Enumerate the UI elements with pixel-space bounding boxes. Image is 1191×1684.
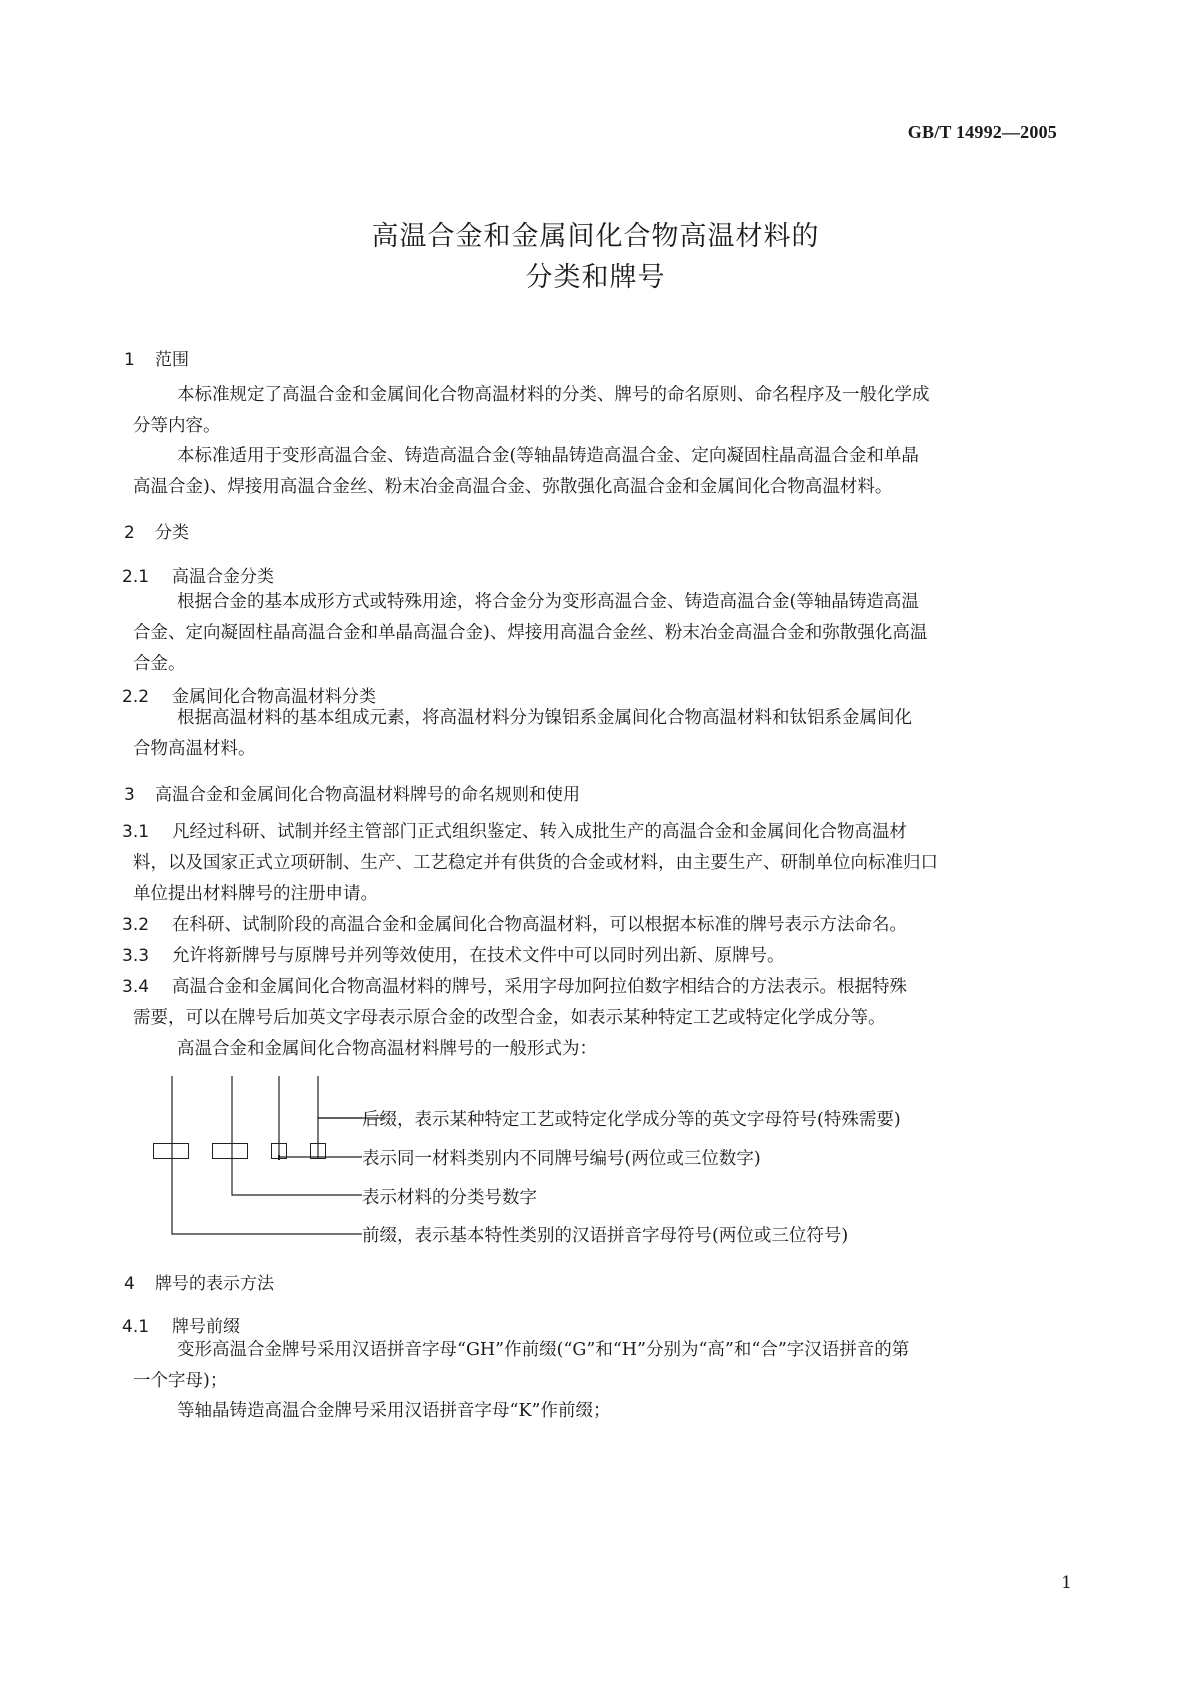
section-2-1-paragraph: 根据合金的基本成形方式或特殊用途，将合金分为变形高温合金、铸造高温合金(等轴晶铸造高温 合金、定向凝固柱晶高温合金和单晶高温合金)、焊接用高温合金丝、粉末冶金高温合金和弥散强化高温 合金。 <box>133 592 928 674</box>
document-title-line2: 分类和牌号 <box>525 262 666 293</box>
section-1-paragraph-1: 本标准规定了高温合金和金属间化合物高温材料的分类、牌号的命名原则、命名程序及一般化学成 分等内容。 <box>133 385 930 436</box>
section-2-heading: 2 分类 <box>124 523 189 543</box>
section-4-1-paragraph-2: 等轴晶铸造高温合金牌号采用汉语拼音字母“K”作前缀； <box>177 1401 611 1421</box>
suffix-description: 后缀，表示某种特定工艺或特定化学成分等的英文字母符号(特殊需要) <box>362 1110 901 1130</box>
section-1-paragraph-2: 本标准适用于变形高温合金、铸造高温合金(等轴晶铸造高温合金、定向凝固柱晶高温合金和单晶 高温合金)、焊接用高温合金丝、粉末冶金高温合金、弥散强化高温合金和金属间化合物高温材料。 <box>133 446 919 497</box>
section-4-heading: 4 牌号的表示方法 <box>124 1274 274 1294</box>
section-2-1-heading: 2.1 高温合金分类 <box>122 567 274 587</box>
page-number: 1 <box>1061 1573 1072 1593</box>
section-3-2-paragraph: 3.2 在科研、试制阶段的高温合金和金属间化合物高温材料，可以根据本标准的牌号表示方法命名。 <box>122 915 907 935</box>
section-3-heading: 3 高温合金和金属间化合物高温材料牌号的命名规则和使用 <box>124 785 580 805</box>
section-3-4-paragraph: 3.4 高温合金和金属间化合物高温材料的牌号，采用字母加阿拉伯数字相结合的方法表示。根据特殊 需要，可以在牌号后加英文字母表示原合金的改型合金，如表示某种特定工艺或特定化学成分等。 高温合金和金属间化合物高温材料牌号的一般形式为： <box>122 977 907 1059</box>
category-description: 表示材料的分类号数字 <box>362 1188 537 1208</box>
prefix-description: 前缀，表示基本特性类别的汉语拼音字母符号(两位或三位符号) <box>362 1226 849 1246</box>
section-3-3-paragraph: 3.3 允许将新牌号与原牌号并列等效使用，在技术文件中可以同时列出新、原牌号。 <box>122 946 785 966</box>
section-4-1-paragraph-1: 变形高温合金牌号采用汉语拼音字母“GH”作前缀(“G”和“H”分别为“高”和“合”字汉语拼音的第 一个字母)； <box>133 1340 910 1391</box>
document-title-line1: 高温合金和金属间化合物高温材料的 <box>371 221 820 252</box>
section-1-heading: 1 范围 <box>124 350 189 370</box>
section-4-1-heading: 4.1 牌号前缀 <box>122 1317 240 1337</box>
section-3-1-paragraph: 3.1 凡经过科研、试制并经主管部门正式组织鉴定、转入成批生产的高温合金和金属间化合物高温材 料，以及国家正式立项研制、生产、工艺稳定并有供货的合金或材料，由主要生产、研制单位向标准归口 单位提出材料牌号的注册申请。 <box>122 822 938 904</box>
serial-description: 表示同一材料类别内不同牌号编号(两位或三位数字) <box>362 1149 761 1169</box>
section-2-2-paragraph: 根据高温材料的基本组成元素，将高温材料分为镍铝系金属间化合物高温材料和钛铝系金属间化 合物高温材料。 <box>133 708 912 759</box>
standard-code: GB/T 14992—2005 <box>907 122 1057 142</box>
section-2-2-heading: 2.2 金属间化合物高温材料分类 <box>122 687 376 707</box>
